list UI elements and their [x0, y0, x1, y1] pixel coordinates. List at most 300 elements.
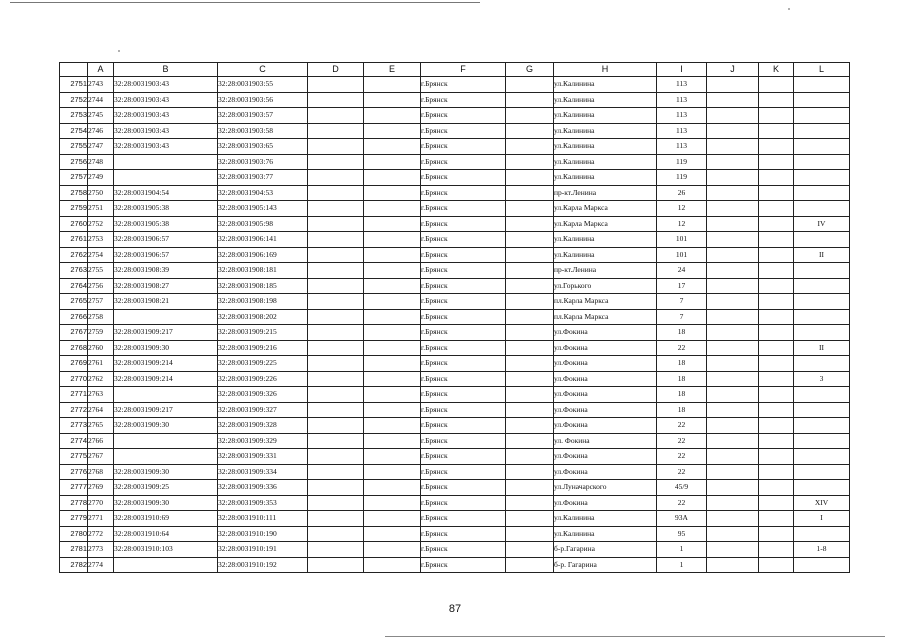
cell-d [308, 495, 364, 511]
cell-a: 2743 [88, 77, 114, 93]
cell-l [794, 123, 850, 139]
cell-i: 18 [657, 402, 707, 418]
row-number: 2768 [60, 340, 88, 356]
cell-j [707, 247, 759, 263]
cell-d [308, 77, 364, 93]
cell-d [308, 278, 364, 294]
cell-a: 2756 [88, 278, 114, 294]
cell-j [707, 154, 759, 170]
cell-d [308, 92, 364, 108]
table-row [60, 216, 850, 232]
cell-c: 32:28:0031908:185 [218, 278, 308, 294]
column-header-h: H [554, 63, 657, 77]
cell-f: г.Брянск [421, 542, 506, 558]
cell-l [794, 263, 850, 279]
cell-a: 2755 [88, 263, 114, 279]
table-row [60, 340, 850, 356]
row-number: 2774 [60, 433, 88, 449]
cell-d [308, 154, 364, 170]
cell-l [794, 433, 850, 449]
cell-e [364, 294, 421, 310]
table-row [60, 325, 850, 341]
cell-l [794, 108, 850, 124]
cell-d [308, 433, 364, 449]
table-row [60, 309, 850, 325]
cell-i: 45/9 [657, 480, 707, 496]
cell-e [364, 387, 421, 403]
cell-h: ул.Фокина [554, 418, 657, 434]
cell-b: 32:28:0031908:21 [114, 294, 218, 310]
row-number: 2775 [60, 449, 88, 465]
cell-d [308, 356, 364, 372]
cell-l [794, 449, 850, 465]
cell-j [707, 139, 759, 155]
cell-k [759, 232, 794, 248]
cell-e [364, 108, 421, 124]
cell-a: 2770 [88, 495, 114, 511]
table-row [60, 232, 850, 248]
cell-c: 32:28:0031909:326 [218, 387, 308, 403]
cell-e [364, 139, 421, 155]
cell-c: 32:28:0031910:190 [218, 526, 308, 542]
cell-l [794, 557, 850, 573]
cell-k [759, 92, 794, 108]
cell-h: ул.Калинина [554, 92, 657, 108]
column-header-a: A [88, 63, 114, 77]
cell-i: 101 [657, 247, 707, 263]
cell-k [759, 356, 794, 372]
cell-f: г.Брянск [421, 247, 506, 263]
cell-h: ул.Калинина [554, 232, 657, 248]
cell-f: г.Брянск [421, 263, 506, 279]
cell-d [308, 464, 364, 480]
cell-k [759, 495, 794, 511]
cell-b [114, 309, 218, 325]
cell-c: 32:28:0031910:192 [218, 557, 308, 573]
cell-a: 2750 [88, 185, 114, 201]
cell-c: 32:28:0031908:202 [218, 309, 308, 325]
row-number: 2769 [60, 356, 88, 372]
cell-h: ул.Калинина [554, 77, 657, 93]
cell-c: 32:28:0031903:65 [218, 139, 308, 155]
cell-k [759, 154, 794, 170]
row-number: 2752 [60, 92, 88, 108]
row-number: 2760 [60, 216, 88, 232]
cell-c: 32:28:0031909:215 [218, 325, 308, 341]
cell-l [794, 92, 850, 108]
cell-b [114, 433, 218, 449]
cell-g [506, 511, 554, 527]
cell-d [308, 170, 364, 186]
cell-j [707, 340, 759, 356]
cell-l [794, 526, 850, 542]
cell-j [707, 216, 759, 232]
cell-f: г.Брянск [421, 108, 506, 124]
cell-d [308, 139, 364, 155]
column-header-j: J [707, 63, 759, 77]
cell-i: 93А [657, 511, 707, 527]
cell-h: ул.Фокина [554, 449, 657, 465]
cell-k [759, 294, 794, 310]
cell-c: 32:28:0031908:198 [218, 294, 308, 310]
table-row [60, 170, 850, 186]
cell-c: 32:28:0031903:55 [218, 77, 308, 93]
cell-h: ул.Калинина [554, 123, 657, 139]
cell-d [308, 557, 364, 573]
row-number: 2763 [60, 263, 88, 279]
cell-i: 12 [657, 201, 707, 217]
cell-c: 32:28:0031909:336 [218, 480, 308, 496]
cell-l [794, 387, 850, 403]
cell-f: г.Брянск [421, 309, 506, 325]
cell-b: 32:28:0031910:64 [114, 526, 218, 542]
cell-i: 18 [657, 371, 707, 387]
cell-b [114, 387, 218, 403]
cell-l: IV [794, 216, 850, 232]
cell-g [506, 154, 554, 170]
cell-l [794, 480, 850, 496]
cell-c: 32:28:0031903:77 [218, 170, 308, 186]
cell-a: 2769 [88, 480, 114, 496]
cell-d [308, 449, 364, 465]
cell-d [308, 325, 364, 341]
cell-g [506, 263, 554, 279]
cell-k [759, 123, 794, 139]
cell-i: 1 [657, 542, 707, 558]
cell-b [114, 170, 218, 186]
row-number: 2758 [60, 185, 88, 201]
table-row [60, 92, 850, 108]
cell-k [759, 542, 794, 558]
cell-k [759, 387, 794, 403]
cell-e [364, 309, 421, 325]
cell-i: 101 [657, 232, 707, 248]
cell-j [707, 356, 759, 372]
column-header-l: L [794, 63, 850, 77]
cell-g [506, 495, 554, 511]
cell-j [707, 123, 759, 139]
cell-b: 32:28:0031903:43 [114, 108, 218, 124]
cell-k [759, 480, 794, 496]
spreadsheet-table [59, 62, 850, 573]
cell-g [506, 433, 554, 449]
cell-f: г.Брянск [421, 387, 506, 403]
cell-k [759, 418, 794, 434]
table-row [60, 433, 850, 449]
cell-b: 32:28:0031903:43 [114, 123, 218, 139]
cell-d [308, 185, 364, 201]
cell-i: 17 [657, 278, 707, 294]
cell-f: г.Брянск [421, 371, 506, 387]
cell-c: 32:28:0031909:334 [218, 464, 308, 480]
cell-h: ул.Карла Маркса [554, 216, 657, 232]
cell-h: ул.Калинина [554, 526, 657, 542]
table-row [60, 480, 850, 496]
cell-a: 2745 [88, 108, 114, 124]
cell-d [308, 123, 364, 139]
column-header-k: K [759, 63, 794, 77]
table-row [60, 201, 850, 217]
cell-k [759, 402, 794, 418]
cell-e [364, 201, 421, 217]
cell-i: 119 [657, 154, 707, 170]
cell-j [707, 418, 759, 434]
row-number: 2757 [60, 170, 88, 186]
table-row [60, 387, 850, 403]
cell-g [506, 464, 554, 480]
cell-j [707, 325, 759, 341]
cell-a: 2759 [88, 325, 114, 341]
cell-j [707, 433, 759, 449]
table-row [60, 356, 850, 372]
cell-b: 32:28:0031906:57 [114, 232, 218, 248]
cell-i: 26 [657, 185, 707, 201]
cell-k [759, 340, 794, 356]
cell-h: ул.Фокина [554, 387, 657, 403]
cell-k [759, 309, 794, 325]
cell-j [707, 480, 759, 496]
table-row [60, 542, 850, 558]
table-row [60, 464, 850, 480]
cell-i: 113 [657, 77, 707, 93]
scan-top-rule [10, 2, 480, 3]
cell-j [707, 278, 759, 294]
cell-g [506, 356, 554, 372]
row-number: 2780 [60, 526, 88, 542]
cell-a: 2771 [88, 511, 114, 527]
table-row [60, 402, 850, 418]
row-number: 2779 [60, 511, 88, 527]
cell-d [308, 294, 364, 310]
cell-k [759, 511, 794, 527]
cell-j [707, 464, 759, 480]
cell-l [794, 232, 850, 248]
cell-j [707, 108, 759, 124]
column-header-e: E [364, 63, 421, 77]
cell-c: 32:28:0031909:216 [218, 340, 308, 356]
cell-i: 1 [657, 557, 707, 573]
cell-j [707, 294, 759, 310]
cell-k [759, 371, 794, 387]
cell-b: 32:28:0031909:217 [114, 402, 218, 418]
cell-e [364, 402, 421, 418]
cell-g [506, 92, 554, 108]
cell-b: 32:28:0031910:103 [114, 542, 218, 558]
cell-b: 32:28:0031909:217 [114, 325, 218, 341]
cell-l: 1-8 [794, 542, 850, 558]
cell-h: ул.Карла Маркса [554, 201, 657, 217]
row-number: 2772 [60, 402, 88, 418]
table-row [60, 278, 850, 294]
cell-f: г.Брянск [421, 325, 506, 341]
cell-b: 32:28:0031903:43 [114, 139, 218, 155]
cell-k [759, 247, 794, 263]
scan-speck [118, 50, 120, 52]
cell-c: 32:28:0031909:331 [218, 449, 308, 465]
row-number: 2761 [60, 232, 88, 248]
cell-j [707, 387, 759, 403]
row-number: 2762 [60, 247, 88, 263]
cell-d [308, 511, 364, 527]
cell-d [308, 108, 364, 124]
cell-f: г.Брянск [421, 418, 506, 434]
cell-h: пл.Карла Маркса [554, 309, 657, 325]
column-header-b: B [114, 63, 218, 77]
cell-f: г.Брянск [421, 356, 506, 372]
cell-i: 22 [657, 464, 707, 480]
row-number: 2781 [60, 542, 88, 558]
cell-g [506, 201, 554, 217]
cell-j [707, 77, 759, 93]
cell-g [506, 232, 554, 248]
table-row [60, 418, 850, 434]
column-header-f: F [421, 63, 506, 77]
cell-d [308, 201, 364, 217]
row-number: 2751 [60, 77, 88, 93]
cell-b [114, 557, 218, 573]
cell-j [707, 495, 759, 511]
cell-a: 2746 [88, 123, 114, 139]
cell-i: 95 [657, 526, 707, 542]
row-number: 2767 [60, 325, 88, 341]
cell-f: г.Брянск [421, 92, 506, 108]
row-number: 2756 [60, 154, 88, 170]
cell-l [794, 185, 850, 201]
cell-l: I [794, 511, 850, 527]
cell-j [707, 263, 759, 279]
cell-j [707, 185, 759, 201]
cell-e [364, 557, 421, 573]
cell-b: 32:28:0031909:30 [114, 495, 218, 511]
cell-d [308, 232, 364, 248]
cell-j [707, 542, 759, 558]
cell-k [759, 263, 794, 279]
cell-a: 2754 [88, 247, 114, 263]
cell-c: 32:28:0031903:76 [218, 154, 308, 170]
cell-b: 32:28:0031905:38 [114, 201, 218, 217]
cell-h: ул.Горького [554, 278, 657, 294]
cell-c: 32:28:0031905:143 [218, 201, 308, 217]
cell-l [794, 464, 850, 480]
cell-g [506, 402, 554, 418]
page-number: 87 [448, 603, 462, 615]
cell-h: б-р. Гагарина [554, 557, 657, 573]
cell-i: 113 [657, 139, 707, 155]
cell-a: 2766 [88, 433, 114, 449]
column-header-i: I [657, 63, 707, 77]
cell-g [506, 340, 554, 356]
cell-b [114, 449, 218, 465]
cell-k [759, 526, 794, 542]
row-number: 2764 [60, 278, 88, 294]
cell-g [506, 387, 554, 403]
cell-d [308, 402, 364, 418]
cell-b: 32:28:0031909:214 [114, 356, 218, 372]
cell-h: ул.Калинина [554, 247, 657, 263]
cell-l [794, 418, 850, 434]
cell-g [506, 418, 554, 434]
cell-g [506, 325, 554, 341]
cell-l: II [794, 247, 850, 263]
table-row [60, 247, 850, 263]
cell-b: 32:28:0031903:43 [114, 92, 218, 108]
cell-d [308, 371, 364, 387]
cell-d [308, 480, 364, 496]
cell-a: 2758 [88, 309, 114, 325]
column-header-row [60, 63, 850, 77]
cell-h: ул.Калинина [554, 170, 657, 186]
cell-h: ул.Калинина [554, 154, 657, 170]
table-row [60, 108, 850, 124]
cell-a: 2753 [88, 232, 114, 248]
row-number: 2766 [60, 309, 88, 325]
cell-c: 32:28:0031906:141 [218, 232, 308, 248]
cell-f: г.Брянск [421, 480, 506, 496]
cell-j [707, 201, 759, 217]
cell-g [506, 542, 554, 558]
cell-k [759, 201, 794, 217]
cell-a: 2748 [88, 154, 114, 170]
cell-c: 32:28:0031909:328 [218, 418, 308, 434]
cell-g [506, 480, 554, 496]
cell-i: 22 [657, 433, 707, 449]
cell-j [707, 170, 759, 186]
cell-d [308, 340, 364, 356]
cell-i: 113 [657, 123, 707, 139]
row-number: 2777 [60, 480, 88, 496]
cell-b: 32:28:0031909:30 [114, 418, 218, 434]
cell-g [506, 77, 554, 93]
cell-e [364, 123, 421, 139]
cell-g [506, 247, 554, 263]
cell-g [506, 185, 554, 201]
row-number: 2782 [60, 557, 88, 573]
cell-j [707, 309, 759, 325]
cell-b: 32:28:0031904:54 [114, 185, 218, 201]
cell-d [308, 247, 364, 263]
scan-bottom-rule [385, 636, 885, 637]
cell-f: г.Брянск [421, 464, 506, 480]
cell-c: 32:28:0031909:226 [218, 371, 308, 387]
table-row [60, 263, 850, 279]
cell-k [759, 464, 794, 480]
cell-k [759, 449, 794, 465]
cell-e [364, 232, 421, 248]
cell-i: 22 [657, 495, 707, 511]
cell-g [506, 557, 554, 573]
table-row [60, 526, 850, 542]
table-row [60, 154, 850, 170]
table-body [60, 77, 850, 573]
scan-speck [788, 8, 790, 10]
cell-j [707, 402, 759, 418]
cell-e [364, 185, 421, 201]
cell-i: 18 [657, 325, 707, 341]
cell-j [707, 449, 759, 465]
cell-c: 32:28:0031905:98 [218, 216, 308, 232]
cell-f: г.Брянск [421, 201, 506, 217]
cell-c: 32:28:0031909:327 [218, 402, 308, 418]
cell-l [794, 170, 850, 186]
cell-i: 18 [657, 356, 707, 372]
cell-h: ул. Фокина [554, 433, 657, 449]
cell-i: 22 [657, 449, 707, 465]
cell-a: 2760 [88, 340, 114, 356]
cell-f: г.Брянск [421, 232, 506, 248]
table-row [60, 511, 850, 527]
cell-e [364, 263, 421, 279]
cell-i: 22 [657, 340, 707, 356]
